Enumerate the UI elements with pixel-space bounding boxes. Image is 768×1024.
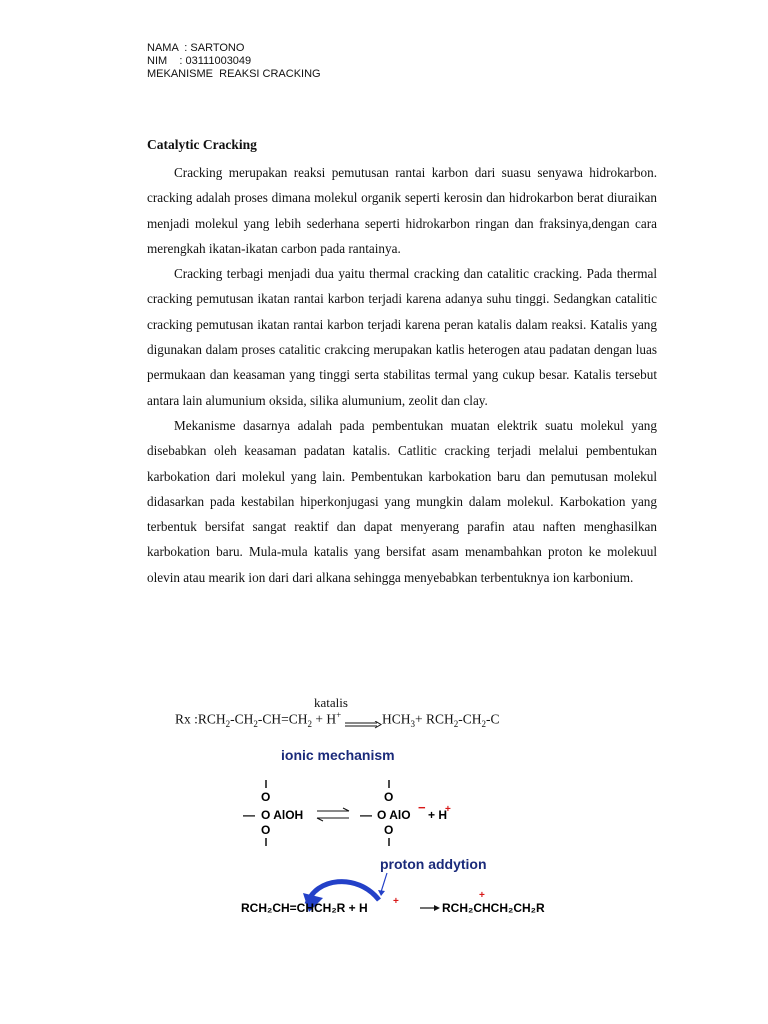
plus-charge: + (445, 804, 451, 815)
plus-h-label: + H (428, 808, 448, 822)
reaction-arrow-head (434, 905, 440, 911)
subscript: 2 (225, 719, 231, 730)
reaction-part: -CH=CH (257, 711, 308, 727)
name-line: NAMA : SARTONO (147, 42, 245, 54)
plus-charge: + (393, 896, 399, 907)
subscript: 2 (307, 719, 313, 730)
superscript: + (336, 710, 342, 720)
bond-dash: — (360, 808, 372, 822)
nim-line: NIM : 03111003049 (147, 55, 252, 67)
bond-dash: — (243, 808, 255, 822)
pointer-arrow-head (378, 890, 385, 896)
ionic-mechanism-figure (237, 740, 567, 920)
product-label: RCH₂CHCH₂CH₂R (442, 901, 545, 915)
reaction-equation (175, 710, 499, 729)
mechanism-diagram (237, 740, 567, 920)
doc-title-line: MEKANISME REAKSI CRACKING (147, 68, 321, 80)
subscript: 3 (410, 719, 415, 730)
subscript: 2 (253, 719, 258, 730)
pointer-arrow-icon (381, 873, 387, 892)
reaction-part: + H (312, 711, 337, 727)
katalis-label: katalis (314, 695, 348, 710)
plus-charge: + (479, 890, 485, 901)
double-arrow-icon (345, 717, 379, 723)
oxygen-label: O (384, 823, 394, 837)
oxygen-label: O (261, 790, 271, 804)
subscript: 2 (481, 719, 486, 730)
document-header (147, 42, 321, 81)
oxygen-label: O (261, 823, 271, 837)
right-group-label: O AlO (377, 808, 411, 822)
section-title: Catalytic Cracking (147, 137, 257, 152)
reaction-part: HCH (378, 711, 411, 727)
paragraph: Cracking terbagi menjadi dua yaitu thermal cracking dan catalitic cracking. Pada thermal cracking pemutusan ikatan rantai karbon terjadi karena adanya suhu tinggi. Sedangkan catalitic cracking pemutusan ikatan rantai karbon terjadi karena peran katalis dalam reaksi. Katalis yang digunakan dalam proses catalitic crakcing merupakan katlis heterogen atau padatan dengan luas permukaan dan keasaman yang tinggi serta stabilitas termal yang cukup besar. Katalis tersebut antara lain alumunium oksida, silika alumunium, zeolit dan clay. (147, 266, 657, 408)
left-group-label: O AlOH (261, 808, 304, 822)
reaction-part: + RCH (414, 711, 454, 727)
reaction-part: -C (485, 711, 500, 727)
figure-title: ionic mechanism (281, 747, 395, 763)
reaction-part: Rx :RCH (175, 711, 226, 727)
paragraph: Cracking merupakan reaksi pemutusan rantai karbon dari suasu senyawa hidrokarbon. cracking adalah proses dimana molekul organik seperti kerosin dan hidrokarbon berat diuraikan menjadi molekul yang lebih sederhana seperti hidrokarbon ringan dan fraksinya,dengan cara merengkah ikatan-ikatan carbon pada rantainya. (147, 165, 657, 256)
subscript: 2 (453, 719, 459, 730)
body-text (147, 160, 657, 590)
reaction-part: -CH (230, 711, 254, 727)
oxygen-label: O (384, 790, 394, 804)
paragraph: Mekanisme dasarnya adalah pada pembentukan muatan elektrik suatu molekul yang disebabkan oleh keasaman padatan katalis. Catlitic cracking terjadi melalui pembentukan karbokation dari molekul yang lain. Pembentukan karbokation baru dan pemutusan molekul didasarkan pada kestabilan hiperkonjugasi yang mungkin dalam molekul. Karbokation yang terbentuk bersifat sangat reaktif dan dapat menyerang parafin atau naften menghasilkan karbokation baru. Mula-mula katalis yang bersifat asam menambahkan proton ke molekuul olevin atau mearik ion dari dari alkana sehingga menyebabkan terbentuknya ion karbonium. (147, 417, 657, 585)
proton-addition-label: proton addytion (380, 856, 487, 872)
reactant-label: RCH₂CH=CHCH₂R + H (241, 901, 368, 915)
minus-charge: − (418, 800, 426, 815)
reaction-part: -CH (458, 711, 482, 727)
